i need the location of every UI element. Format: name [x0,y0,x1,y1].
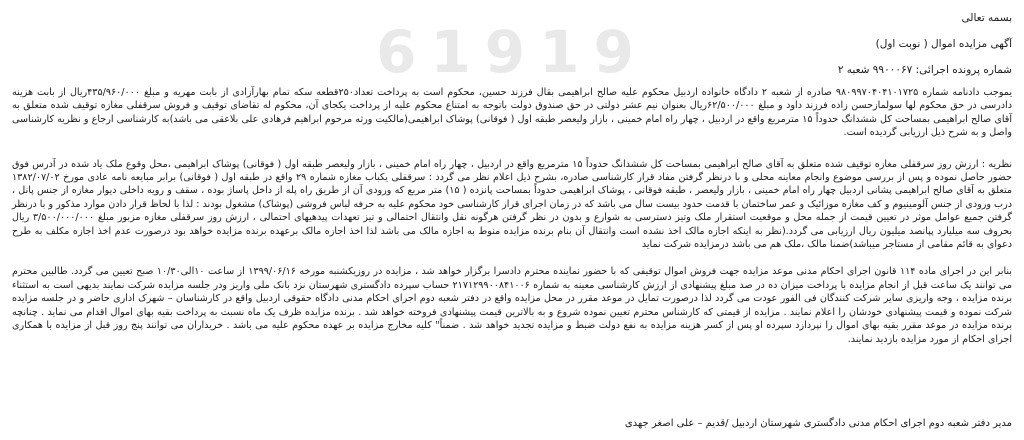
notice-title: آگهی مزایده اموال ( نوبت اول) [875,38,1012,50]
auction-terms-paragraph: بنابر این در اجرای ماده ۱۱۴ قانون اجرای احکام مدنی موعد مزایده جهت فروش اموال توقیفی که با حضور نماینده محترم دادسرا برگزار خواهد شد ، مزایده در روزیکشنبه مورخه ۱۳۹۹/۰۶/۱۶ از ساعت ۱۰الی۱۰/۳۰ صبح تعیین می گردد. طالبین محترم می توانند یک ساعت قبل از انجام مزایده با پرداخت میزان ده در صد مبلغ پیشنهادی از ارزش کارشناسی معینه به شماره ۲۱۷۱۲۹۹۰۰۸۴۱۰۰۶ حساب سپرده دادگستری شهرستان نزد بانک ملی واریز ودر جلسه مزایده شرکت نمایند بدیهی است به استثناء برنده مزایده ، وجه واریزی سایر شرکت کنندگان فی الفور عودت می گردد لذا درصورت تمایل در موعد مقرر در محل مزایده واقع در دفتر شعبه دوم اجرای احکام مدنی دادگاه حقوقی اردبیل واقع در کارشناسان – شهرک اداری حاضر و در جلسه مزایده شرکت نموده و قیمت پیشنهادی خودشان را اعلام نمایند . مزایده از قیمتی که کارشناس محترم تعیین نموده شروع و به بالاترین قیمت پیشنهادی فروخته خواهد شد . برنده مزایده ظرف یک ماه نسبت به پرداخت بقیه بهای اموال اقدام می نماید . چنانچه برنده مزایده در موعد مقرر بقیه بهای اموال را نپردازد سپرده او پس از کسر هزینه مزایده به نفع دولت ضبط و مزایده تجدید خواهد شد . ضمناً" کلیه مخارج مزایده بر عهده محکوم علیه می باشد . خریداران می توانند پنج روز قبل از مزایده با همکاری اجرای احکام از مورد مزایده بازدید نمایند. [12,266,1012,345]
notice-content [12,10,1012,346]
invocation: بسمه تعالی [961,12,1012,24]
file-number: شماره پرونده اجرائی: ۹۹۰۰۰۶۷ شعبه ۲ [837,64,1012,76]
newspaper-watermark: 61919 [376,18,648,86]
expert-opinion-paragraph: نظریه : ارزش روز سرقفلی مغازه توقیف شده متعلق به آقای صالح ابراهیمی بمساحت کل ششدانگ حدوداً ۱۵ مترمربع واقع در اردبیل ، چهار راه امام خمینی ، بازار ولیعصر طبقه اول ( فوقانی) پوشاک ابراهیمی ،محل وقوع ملک یاد شده در آدرس فوق حضور حاصل نموده و پس از بررسی موضوع وانجام معاینه محلی و با درنظر گرفتن مفاد قرار کارشناسی صادره، بشرح ذیل اعلام نظر می گردد : سرقفلی یکباب مغازه شماره ۲۹ واقع در طبقه اول ( فوقانی) برابر مبایعه نامه عادی مورخ ۱۳۸۲/۰۷/۰۲ متعلق به آقای صالح ابراهیمی پشانی اردبیل چهار راه امام خمینی ، بازار ولیعصر ، طبقه فوقانی ، پوشاک ابراهیمی حدوداً بمساحت پانزده ( ۱۵) متر مربع که ورودی آن از طریق راه پله از داخل پاساژ بوده ، سقف و رویه داخلی دیوار مغازه از جنس پانل ، درب ورودی از جنس آلومینیوم و کف مغازه موزائیک و عمر ساختمان با قدمت حدود بیست سال می باشد که در زمان اجرای قرار کارشناسی خود محکوم علیه به حرفه لباس فروشی (پوشاک) مشغول بودند : لذا با لحاظ قرار دادن موارد مذکور و با درنظر گرفتن جمیع عوامل موثر در تعیین قیمت از جمله محل و موقعیت استقرار ملک وتیز دسترسی به شوارع و بدون در نظر گرفتن هرگونه نقل وانتقال احتمالی و تیز تعهدات پیدهیهای احتمالی ، ارزش روز سرقفلی مغازه مزبور مبلغ ۳/۵۰۰/۰۰۰/۰۰۰ ریال بحروف سه میلیارد پپانصد میلیون ریال ارزیابی می گردد.(نظر به اینکه اجازه مالک اخذ نشده است وانتقال آن بنام برنده مزایده منوط به اجازه مالک می باشد لذا اخذ اجازه مالک برعهده برنده مزایده خواهد بود درصورت عدم اخذ اجازه مکلف به طرح دعوای به قائم مقامی از مستاجر میباشد)ضمنا مالک ،ملک هم می باشد درمزایده شرکت نماید [12,158,1013,251]
signature-line: مدیر دفتر شعبه دوم اجرای احکام مدنی دادگستری شهرستان اردبیل /قدیم – علی اصغر جهدی [624,418,1012,429]
verdict-paragraph: یموجب دادنامه شماره ۹۸۰۹۹۷۰۴۰۴۱۰۱۷۲۵ صادره از شعبه ۲ دادگاه خانواده اردبیل محکوم علیه صالح ابراهیمی بقال فرزند حسین، محکوم است به پرداخت تعداد۲۵۰قطعه سکه تمام بهارآزادی از بابت مهریه و مبلغ ۴۳۵/۹۶۰/۰۰۰ریال از بابت هزینه دادرسی در حق محکوم لها سولمازحسن زاده فرزند داود و مبلغ ۶۲/۵۰۰/۰۰۰ریال بعنوان نیم عشر دولتی در حق صندوق دولت باتوجه به امتناع محکوم علیه از پرداخت یکجای آن، محکوم له تقاضای توقیف و فروش سرقفلی مغازه توقیف شده متعلق به آقای صالح ابراهیمی بمساحت کل ششدانگ حدوداً ۱۵ مترمربع واقع در اردبیل ، چهار راه امام خمینی ، بازار ولیعصر طبقه اول ( فوقانی) پوشاک ابراهیمی(مالکیت ورثه مرحوم ابراهیم فرهادی علی بلاعقی می باشد)به کارشناسی ارجاع و نظریه کارشناسی واصل و به شرح ذیل ارزیابی گردیده است. [12,87,1013,139]
